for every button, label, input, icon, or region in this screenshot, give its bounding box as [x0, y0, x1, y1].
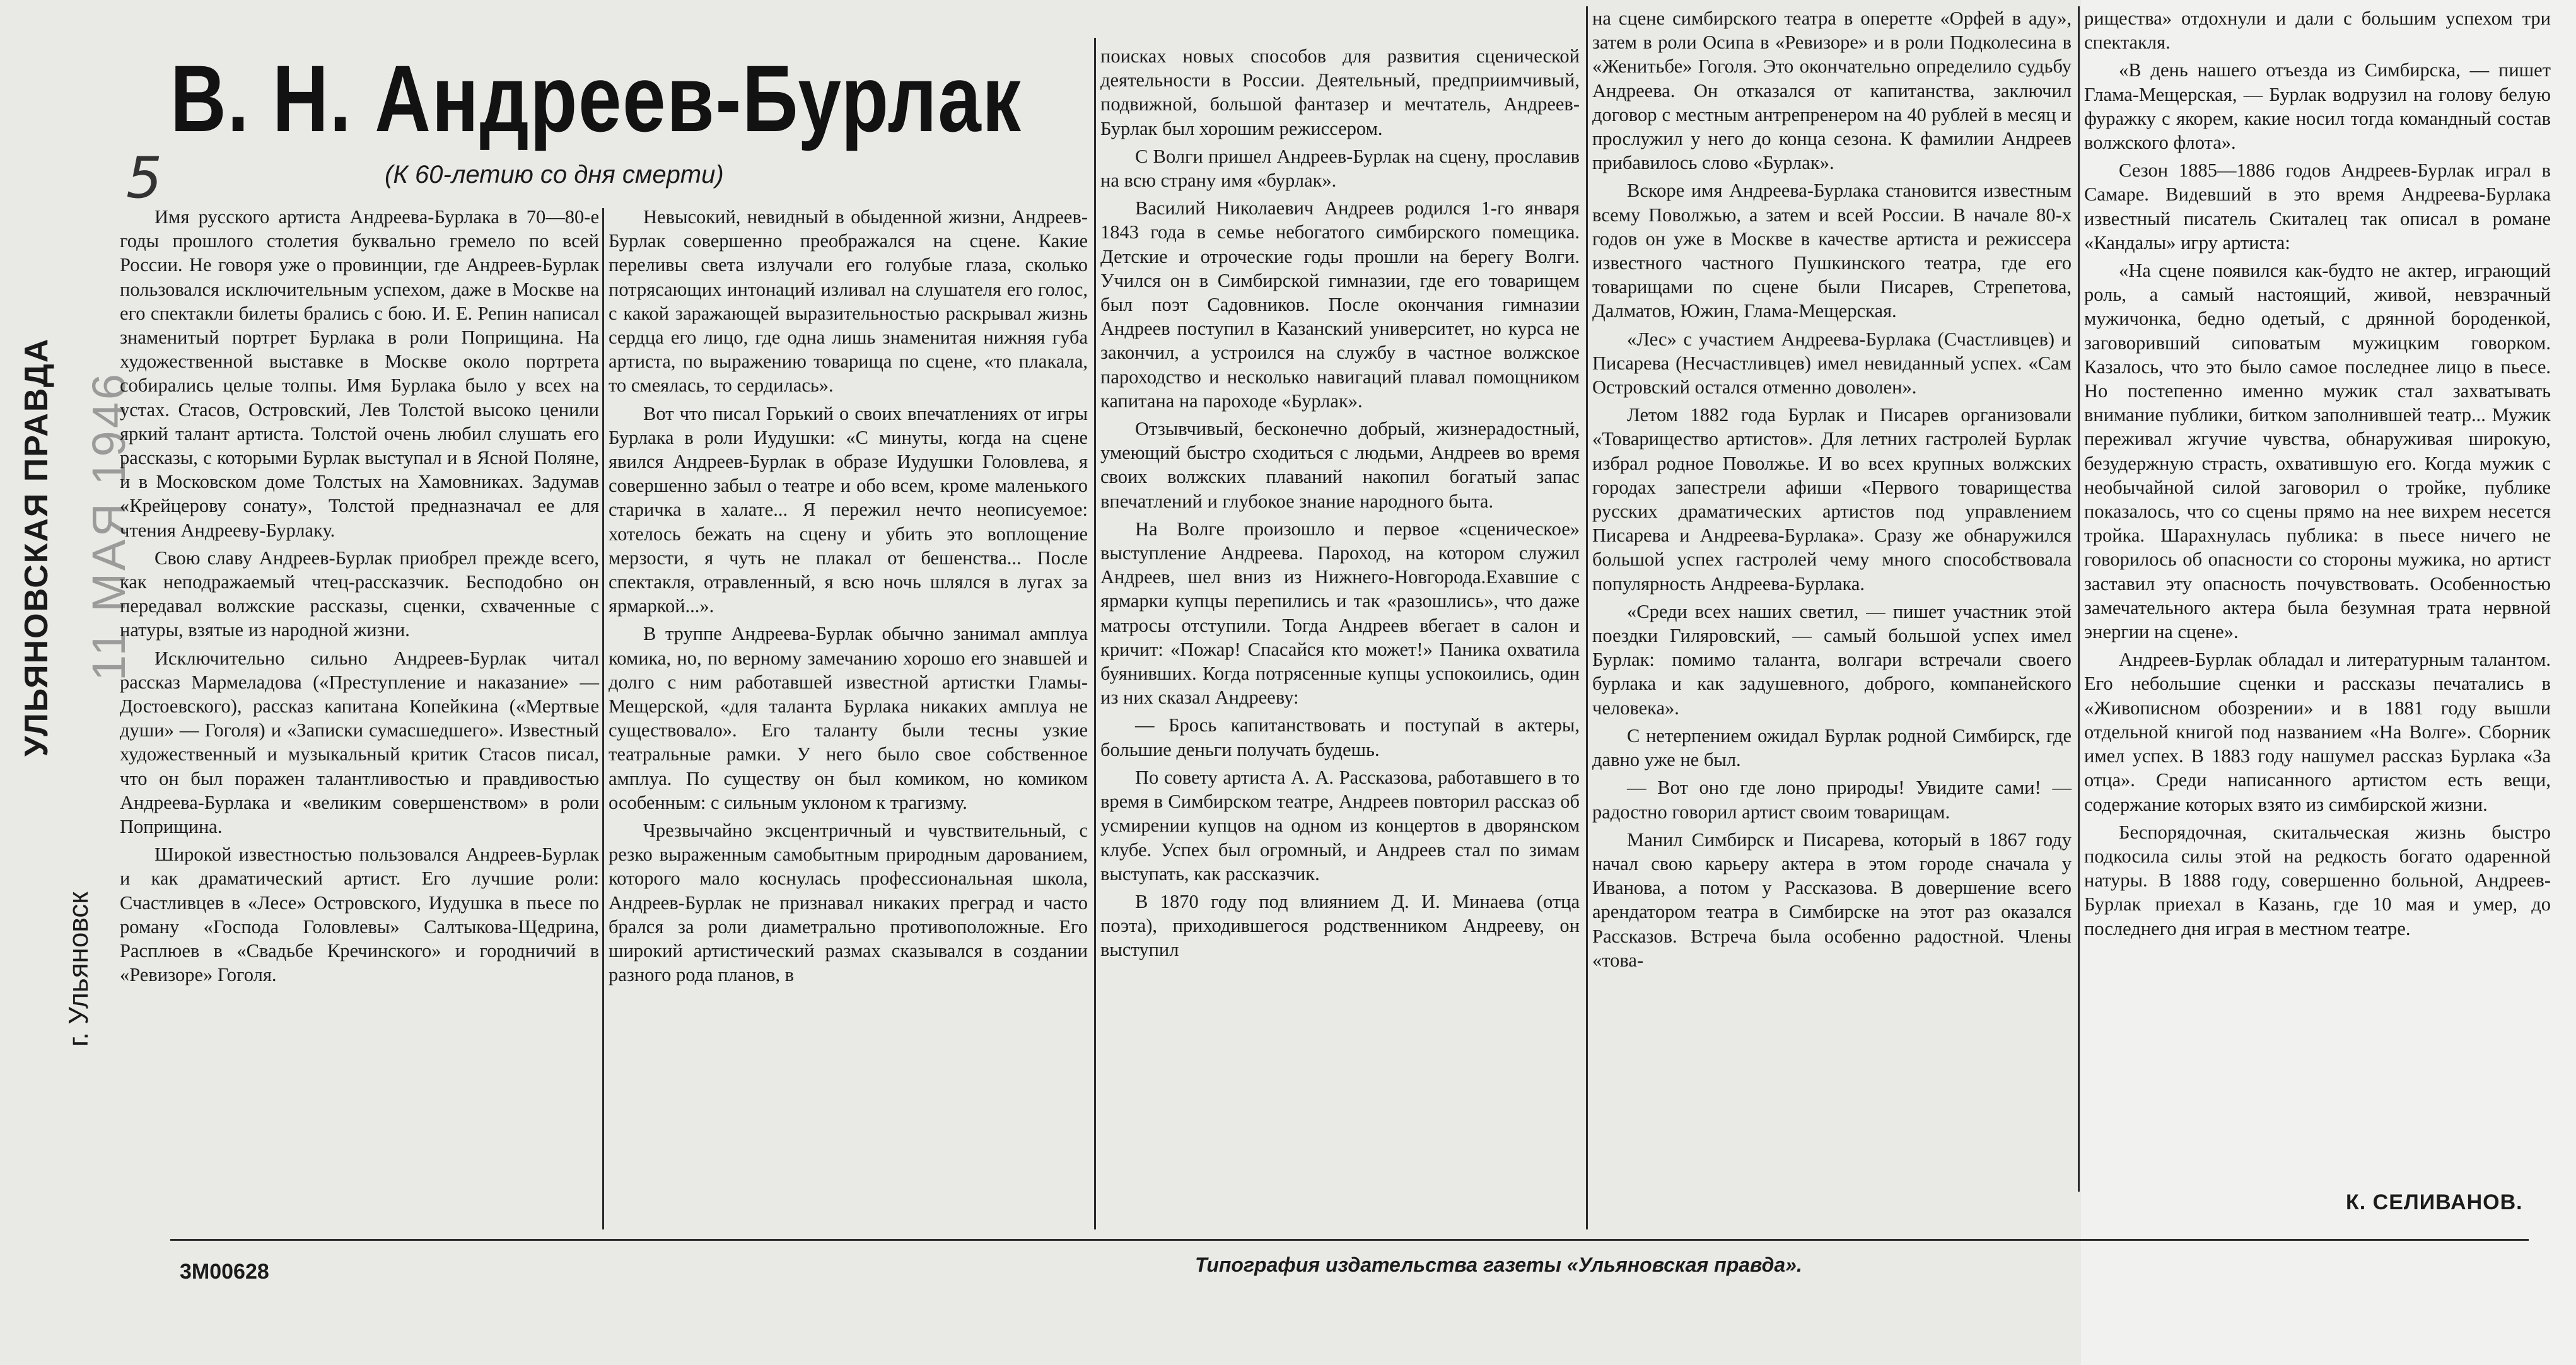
column-divider: [602, 208, 604, 1229]
paragraph: В труппе Андреева-Бурлак обычно занимал амплуа комика, но, по верному замечанию хорошо его знавшей и долго с ним работавшей известной артистки Гламы-Мещерской, «для таланта Бурлака никаких амплуа не существовало». Его таланту были тесны узкие театральные рамки. У него было свое собственное амплуа. По существу он был комиком, но комиком особенным: с сильным уклоном к трагизму.: [609, 623, 1088, 813]
paragraph: В 1870 году под влиянием Д. И. Минаева (отца поэта), приходившегося родственником Андрееву, он выступил: [1100, 890, 1580, 961]
article-title: В. Н. Андреев-Бурлак: [170, 45, 1022, 151]
paragraph: Чрезвычайно эксцентричный и чувствительный, с резко выраженным самобытным природным дарованием, которого мало коснулась профессиональная школа, Андреев-Бурлак не признавал никаких преград и часто брался за роли диаметрально противоположные. Его широкий артистический размах сказывался в создании разного рода планов, в: [609, 820, 1088, 986]
paragraph: По совету артиста А. А. Рассказова, работавшего в то время в Симбирском театре, Андреев повторил рассказ об усмирении купцов на одном из концертов в дворянском клубе. Успех был огромный, и Андреев стал по зимам выступать, как рассказчик.: [1100, 766, 1580, 885]
paragraph: Вскоре имя Андреева-Бурлака становится известным всему Поволжью, а затем и всей России. В начале 80-х годов он уже в Москве в качестве артиста и режиссера известного частного Пушкинского театра, где его товарищами по сцене были Писарев, Стрепетова, Далматов, Южин, Глама-Мещерская.: [1592, 180, 2072, 322]
paragraph: Невысокий, невидный в обыденной жизни, Андреев-Бурлак совершенно преображался на сцене. Какие переливы света излучали его голубые глаза, сколько потрясающих интонаций изливал на слушателя его голос, с какой заражающей выразительностью раскрывал жизнь сердца его лицо, где одна лишь знаменитая нижняя губа артиста, по выражению товарища по сцене, «то плакала, то смеялась, то сердилась».: [609, 206, 1088, 397]
paragraph: Манил Симбирск и Писарева, который в 1867 году начал свою карьеру актера в этом городе сначала у Иванова, а потом у Рассказова. В довершение всего арендатором театра в Симбирске на этот раз оказался Рассказов. Встреча была особенно радостной. Члены «това-: [1592, 828, 2072, 971]
paragraph: «Среди всех наших светил, — пишет участник этой поездки Гиляровский, — самый большой успех имел Бурлак: помимо таланта, волгари встречали своего бурлака и как задушевного, доброго, компанейского человека».: [1592, 600, 2072, 719]
author-signature: К. СЕЛИВАНОВ.: [2346, 1190, 2523, 1214]
column-divider: [2078, 6, 2080, 1192]
footer-rule: [170, 1239, 2529, 1241]
paragraph: На Волге произошло и первое «сценическое» выступление Андреева. Пароход, на котором служил Андреев, шел вниз из Нижнего-Новгорода.Ехавшие с ярмарки купцы перепились и так «разошлись», что даже матросы отступили. Тогда Андреев вбегает в салон и кричит: «Пожар! Спасайся кто может!» Паника охватила буянивших. Когда потрясенные купцы успокоились, один из них сказал Андрееву:: [1100, 518, 1580, 709]
paragraph: Свою славу Андреев-Бурлак приобрел прежде всего, как неподражаемый чтец-рассказчик. Бесподобно он передавал волжские рассказы, сценки, схваченные с натуры, взятые из народной жизни.: [120, 547, 599, 641]
article-column-5: [2084, 6, 2551, 944]
paragraph: Отзывчивый, бесконечно добрый, жизнерадостный, умеющий быстро сходиться с людьми, Андреев во время своих волжских плаваний накопил богатый запас впечатлений и глубокое знание народного быта.: [1100, 418, 1580, 512]
newspaper-masthead: УЛЬЯНОВСКАЯ ПРАВДА: [18, 337, 55, 757]
paragraph: Андреев-Бурлак обладал и литературным талантом. Его небольшие сценки и рассказы печатались в «Живописном обозрении» и в 1881 году вышли отдельной книгой под названием «На Волге». Сборник имел успех. В 1883 году нашумел рассказ Бурлака «За отца». Среди написанного артистом есть вещи, содержание которых взято из симбирской жизни.: [2084, 649, 2551, 815]
paragraph: поисках новых способов для развития сценической деятельности в России. Деятельный, предприимчивый, подвижной, большой фантазер и мечтатель, Андреев-Бурлак был хорошим режиссером.: [1100, 45, 1580, 139]
newspaper-city: г. Ульяновск: [63, 892, 94, 1047]
printer-line: Типография издательства газеты «Ульяновская правда».: [1195, 1253, 1802, 1276]
paragraph: Летом 1882 года Бурлак и Писарев организовали «Товарищество артистов». Для летних гастролей Бурлак избрал родное Поволжье. И во всех крупных волжских городах запестрели афиши «Первого товарищества русских драматических артистов под управлением Писарева и Андреева-Бурлака». Сразу же обнаружился большой успех гастролей чему много способствовала популярность Андреева-Бурлака.: [1592, 404, 2072, 595]
article-column-4: [1592, 6, 2072, 976]
handwritten-mark: 5: [126, 145, 163, 211]
paragraph: — Брось капитанствовать и поступай в актеры, большие деньги получать будешь.: [1100, 714, 1580, 760]
paragraph: «Лес» с участием Андреева-Бурлака (Счастливцев) и Писарева (Несчастливцев) имел невиданный успех. «Сам Островский остался отменно доволен».: [1592, 328, 2072, 398]
paragraph: Сезон 1885—1886 годов Андреев-Бурлак играл в Самаре. Видевший в это время Андреева-Бурлака известный писатель Скиталец так описал в романе «Кандалы» игру артиста:: [2084, 160, 2551, 253]
paragraph: Беспорядочная, скитальческая жизнь быстро подкосила силы этой на редкость богато одаренной натуры. В 1888 году, совершенно больной, Андреев-Бурлак приехал в Казань, где 10 мая и умер, до последнего дня играя в местном театре.: [2084, 821, 2551, 939]
print-code: 3М00628: [180, 1260, 269, 1284]
article-column-1: [120, 205, 599, 991]
paragraph: Широкой известностью пользовался Андреев-Бурлак и как драматический артист. Его лучшие роли: Счастливцев в «Лесе» Островского, Иудушка в пьесе по роману «Господа Головлевы» Салтыкова-Щедрина, Расплюев в «Свадьбе Кречинского» и городничий в «Ревизоре» Гоголя.: [120, 844, 599, 986]
column-divider: [1586, 6, 1588, 1229]
date-stamp: 11 МАЯ 1946: [83, 371, 135, 681]
paragraph: Имя русского артиста Андреева-Бурлака в 70—80-е годы прошлого столетия буквально гремело по всей России. Не говоря уже о провинции, где Андреев-Бурлак пользовался исключительным успехом, даже в Москве на его спектакли билеты брались с бою. И. Е. Репин написал знаменитый портрет Бурлака в роли Поприщина. На художественной выставке в Москве около портрета собирались целые толпы. Имя Бурлака было у всех на устах. Стасов, Островский, Лев Толстой высоко ценили яркий талант артиста. Толстой очень любил слушать его рассказы, с которыми Бурлак выступал и в Ясной Поляне, и в Московском доме Толстых на Хамовниках. Задумав «Крейцерову сонату», Толстой предназначал ее для чтения Андрееву-Бурлаку.: [120, 206, 599, 541]
paragraph: на сцене симбирского театра в оперетте «Орфей в аду», затем в роли Осипа в «Ревизоре» и в роли Подколесина в «Женитьбе» Гоголя. Это окончательно определило судьбу Андреева. Он отказался от капитанства, заключил договор с местным антрепренером на 40 рублей в месяц и прослужил у него до конца сезона. К фамилии Андреев прибавилось слово «Бурлак».: [1592, 8, 2072, 174]
paragraph: «В день нашего отъезда из Симбирска, — пишет Глама-Мещерская, — Бурлак водрузил на голову белую фуражку с якорем, какие носил тогда командный состав волжского флота».: [2084, 59, 2551, 154]
paragraph: С нетерпением ожидал Бурлак родной Симбирск, где давно уже не был.: [1592, 724, 2072, 771]
article-column-3: [1100, 44, 1580, 966]
paragraph: Вот что писал Горький о своих впечатлениях от игры Бурлака в роли Иудушки: «С минуты, когда на сцене явился Андреев-Бурлак в образе Иудушки Головлева, я совершенно забыл о театре и обо всем, кроме маленького старичка в халате... Я пережил нечто неописуемое: хотелось бежать на сцену и убить это воплощение мерзости, я чуть не плакал от бешенства... После спектакля, отравленный, я всю ночь шлялся в лугах за ярмаркой...».: [609, 402, 1088, 617]
paragraph: — Вот оно где лоно природы! Увидите сами! — радостно говорил артист своим товарищам.: [1592, 777, 2072, 823]
paragraph: рищества» отдохнули и дали с большим успехом три спектакля.: [2084, 8, 2551, 54]
paragraph: Василий Николаевич Андреев родился 1-го января 1843 года в семье небогатого симбирского помещика. Детские и отроческие годы прошли на берегу Волги. Учился он в Симбирской гимназии, где его товарищем был поэт Садовников. После окончания гимназии Андреев поступил в Казанский университет, но курса не закончил, а устроился на службу в частное волжское пароходство и несколько навигаций плавал помощником капитана на пароходе «Бурлак».: [1100, 197, 1580, 412]
paragraph: С Волги пришел Андреев-Бурлак на сцену, прославив на всю страну имя «бурлак».: [1100, 145, 1580, 192]
article-subtitle: (К 60-летию со дня смерти): [385, 161, 724, 189]
paragraph: «На сцене появился как-будто не актер, играющий роль, а самый настоящий, живой, невзрачный мужичонка, бедно одетый, с дрянной бороденкой, заговоривший сиповатым мужицким говорком. Казалось, что это было самое последнее лицо в пьесе. Но постепенно именно мужик стал захватывать внимание публики, битком заполнившей театр... Мужик переживал жгучие чувства, обнаруживая широкую, безудержную страсть, охватившую его. Когда мужик с необычайной силой заговорил о тройке, публике показалось, что со сцены прямо на нее вихрем несется тройка. Шарахнулась публика: в пьесе ничего не говорилось об опасности со стороны мужика, но артист заставил эту опасность почувствовать. Особенностью замечательного актера была безумная трата нервной энергии на сцене».: [2084, 260, 2551, 643]
article-column-2: [609, 205, 1088, 991]
column-divider: [1094, 38, 1096, 1229]
paragraph: Исключительно сильно Андреев-Бурлак читал рассказ Мармеладова («Преступление и наказание» — Достоевского), рассказ капитана Копейкина («Мертвые души» — Гоголя) и «Записки сумасшедшего». Известный художественный и музыкальный критик Стасов писал, что он был поражен талантливостью и правдивостью Андреева-Бурлака и «великим совершенством» в роли Поприщина.: [120, 647, 599, 838]
